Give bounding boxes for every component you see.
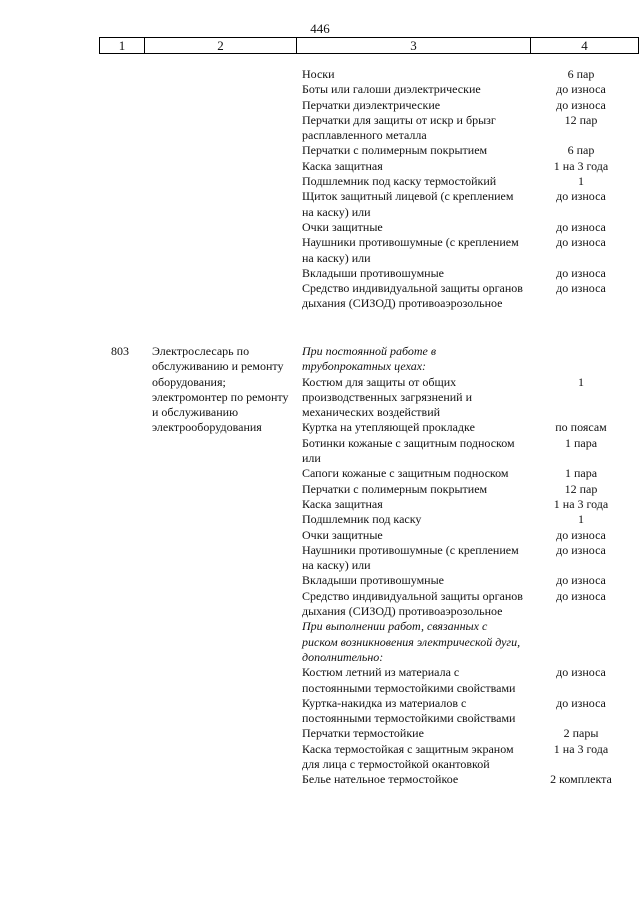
item-quantity: 1 на 3 года bbox=[553, 496, 609, 511]
list-item bbox=[302, 235, 638, 266]
item-quantity: до износа bbox=[556, 695, 606, 710]
list-item bbox=[302, 375, 638, 421]
item-quantity: до износа bbox=[556, 82, 606, 97]
list-item bbox=[302, 512, 638, 527]
column-header-3: 3 bbox=[297, 38, 531, 54]
item-quantity: до износа bbox=[556, 97, 606, 112]
item-quantity: 2 пары bbox=[563, 726, 599, 741]
column-header-2: 2 bbox=[145, 38, 297, 54]
item-name: Перчатки термостойкие bbox=[302, 726, 424, 741]
list-item bbox=[302, 528, 638, 543]
list-item bbox=[302, 466, 638, 481]
item-quantity bbox=[524, 619, 638, 665]
list-item bbox=[302, 696, 638, 727]
item-quantity: 12 пар bbox=[564, 481, 598, 496]
list-item bbox=[302, 772, 638, 787]
section-heading bbox=[302, 344, 638, 375]
item-name: Куртка на утепляющей прокладке bbox=[302, 420, 475, 435]
item-name: Подшлемник под каску bbox=[302, 512, 422, 527]
item-quantity: 1 на 3 года bbox=[553, 158, 609, 173]
item-quantity: 12 пар bbox=[564, 112, 598, 127]
item-quantity: по поясам bbox=[555, 420, 607, 435]
list-item bbox=[302, 573, 638, 588]
item-quantity: 1 bbox=[578, 512, 584, 527]
item-quantity: до износа bbox=[556, 588, 606, 603]
list-item bbox=[302, 420, 638, 435]
list-item bbox=[302, 220, 638, 235]
item-quantity: 1 bbox=[578, 374, 584, 389]
item-name: Перчатки с полимерным покрытием bbox=[302, 143, 488, 158]
item-quantity: до износа bbox=[556, 665, 606, 680]
item-quantity: 6 пар bbox=[567, 143, 595, 158]
list-item bbox=[302, 82, 638, 97]
item-name: Наушники противошумные (с креплением на каску) или bbox=[302, 235, 519, 265]
item-name: Носки bbox=[302, 67, 335, 81]
profession-name: Электрослесарь по обслуживанию и ремонту оборудования; электромонтер по ремонту и обслуживанию электрооборудования bbox=[152, 344, 289, 435]
section-heading bbox=[302, 619, 638, 665]
item-name: Костюм летний из материала с постоянными термостойкими свойствами bbox=[302, 665, 516, 695]
item-list bbox=[302, 344, 638, 788]
list-item bbox=[302, 174, 638, 189]
item-quantity: 2 комплекта bbox=[550, 772, 612, 787]
item-quantity bbox=[524, 344, 638, 375]
list-item bbox=[302, 482, 638, 497]
item-name: Вкладыши противошумные bbox=[302, 573, 444, 588]
item-name: Боты или галоши диэлектрические bbox=[302, 82, 481, 97]
item-name: Средство индивидуальной защиты органов дыхания (СИЗОД) противоаэрозольное bbox=[302, 281, 523, 311]
item-name: Подшлемник под каску термостойкий bbox=[302, 174, 497, 189]
item-name: Белье нательное термостойкое bbox=[302, 772, 459, 787]
item-name: Перчатки для защиты от искр и брызг расплавленного металла bbox=[302, 112, 496, 143]
list-item bbox=[302, 281, 638, 312]
item-name: Вкладыши противошумные bbox=[302, 265, 444, 280]
list-item bbox=[302, 589, 638, 620]
list-item bbox=[302, 113, 638, 144]
item-name: Щиток защитный лицевой (с креплением на каску) или bbox=[302, 189, 514, 219]
column-header-row bbox=[100, 38, 639, 54]
item-list bbox=[302, 67, 638, 312]
item-name: Ботинки кожаные с защитным подноском или bbox=[302, 435, 515, 466]
item-quantity: 1 пара bbox=[564, 466, 598, 481]
item-name: Очки защитные bbox=[302, 219, 383, 234]
item-name: Каска защитная bbox=[302, 496, 383, 511]
list-item bbox=[302, 143, 638, 158]
item-quantity: до износа bbox=[556, 189, 606, 204]
list-item bbox=[302, 67, 638, 82]
item-name: Наушники противошумные (с креплением на каску) или bbox=[302, 542, 519, 573]
list-item bbox=[302, 497, 638, 512]
item-name: Каска термостойкая с защитным экраном для лица с термостойкой окантовкой bbox=[302, 741, 514, 772]
column-header-1: 1 bbox=[100, 38, 145, 54]
list-item bbox=[302, 436, 638, 467]
item-name: При выполнении работ, связанных с риском возникновения электрической дуги, дополнительно: bbox=[302, 619, 521, 664]
item-quantity: до износа bbox=[556, 542, 606, 557]
item-name: Сапоги кожаные с защитным подноском bbox=[302, 466, 509, 481]
item-quantity: до износа bbox=[556, 235, 606, 250]
list-item bbox=[302, 159, 638, 174]
list-item bbox=[302, 665, 638, 696]
row-number: 803 bbox=[111, 344, 129, 358]
item-quantity: до износа bbox=[556, 281, 606, 296]
item-name: Средство индивидуальной защиты органов дыхания (СИЗОД) противоаэрозольное bbox=[302, 588, 523, 619]
item-quantity: 1 bbox=[578, 174, 584, 189]
item-name: Куртка-накидка из материалов с постоянными термостойкими свойствами bbox=[302, 695, 516, 726]
item-quantity: до износа bbox=[556, 219, 606, 234]
item-name: При постоянной работе в трубопрокатных цехах: bbox=[302, 344, 437, 374]
item-name: Каска защитная bbox=[302, 158, 383, 173]
item-quantity: 1 на 3 года bbox=[553, 741, 609, 756]
item-quantity: 6 пар bbox=[567, 67, 595, 81]
list-item bbox=[302, 189, 638, 220]
list-item bbox=[302, 266, 638, 281]
item-name: Перчатки диэлектрические bbox=[302, 97, 441, 112]
item-name: Перчатки с полимерным покрытием bbox=[302, 481, 488, 496]
column-header-table bbox=[99, 37, 639, 54]
list-item bbox=[302, 543, 638, 574]
item-name: Костюм для защиты от общих производственных загрязнений и механических воздействий bbox=[302, 374, 473, 420]
column-header-4: 4 bbox=[531, 38, 639, 54]
page-number: 446 bbox=[310, 21, 330, 36]
item-quantity: до износа bbox=[556, 527, 606, 542]
item-quantity: 1 пара bbox=[564, 435, 598, 450]
item-name: Очки защитные bbox=[302, 527, 383, 542]
list-item bbox=[302, 742, 638, 773]
list-item bbox=[302, 726, 638, 741]
item-quantity: до износа bbox=[556, 265, 606, 280]
list-item bbox=[302, 98, 638, 113]
item-quantity: до износа bbox=[556, 573, 606, 588]
